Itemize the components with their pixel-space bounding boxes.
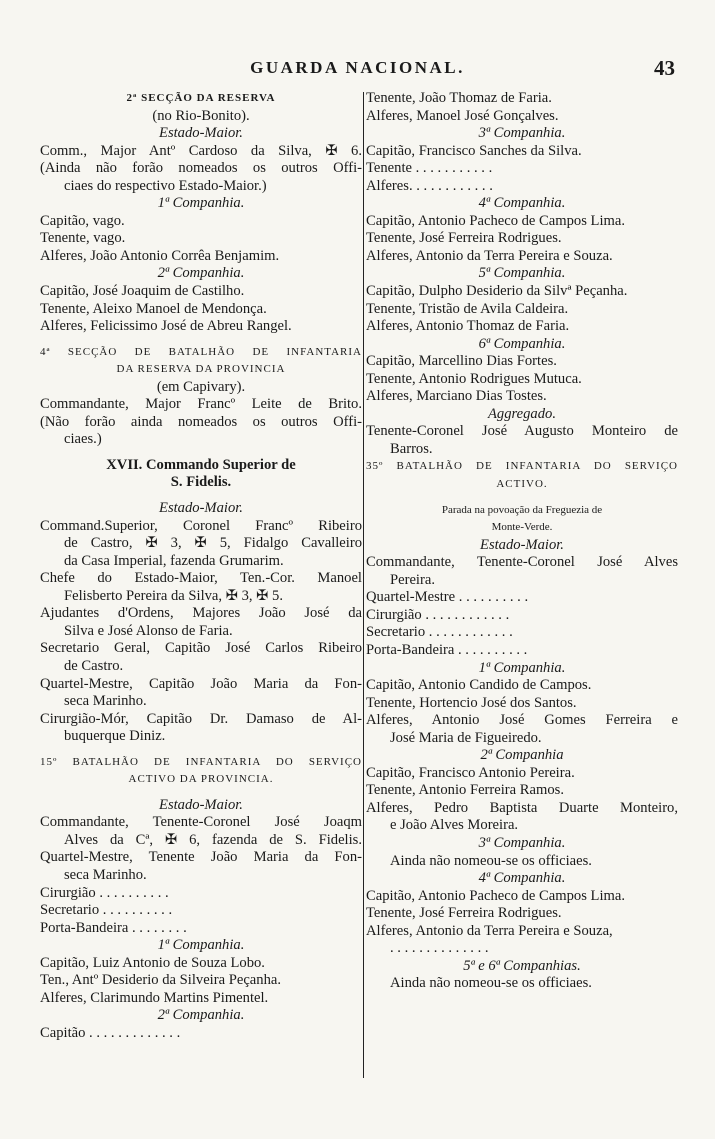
text-line: . . . . . . . . . . . . . . [390,940,489,957]
text-line: Estado-Maior. [159,500,243,517]
text-line: Tenente, José Ferreira Rodrigues. [366,905,562,922]
text-line: Tenente-Coronel José Augusto Monteiro de [366,423,678,440]
text-line: 35º BATALHÃO DE INFANTARIA DO SERVIÇO [366,460,678,473]
text-line: Capitão, vago. [40,212,125,229]
column-divider [363,92,364,1078]
text-line: Alferes, Felicissimo José de Abreu Rangel. [40,318,292,335]
text-line: Alferes, Clarimundo Martins Pimentel. [40,989,269,1006]
text-line: Alves da Cª, ✠ 6, fazenda de S. Fidelis. [64,831,362,848]
spacer [40,789,362,797]
text-line: 4ª SECÇÃO DE BATALHÃO DE INFANTARIA [40,345,362,358]
text-line: de Castro. [64,657,124,674]
text-line: Tenente, Antonio Rodrigues Mutuca. [366,370,582,387]
right-column [366,90,678,993]
text-line: Ainda não nomeou-se os officiaes. [390,975,592,992]
text-line: Tenente, João Thomaz de Faria. [366,90,552,106]
text-line: Parada na povoação da Freguezia de [441,503,603,516]
text-line: Tenente, Aleixo Manoel de Mendonça. [40,300,267,317]
text-line: ACTIVO DA PROVINCIA. [128,773,274,786]
text-line: e João Alves Moreira. [390,817,519,834]
text-line: Quartel-Mestre, Capitão João Maria da Fon- [40,675,362,692]
text-line: Capitão, Marcellino Dias Fortes. [366,353,557,370]
spacer [40,449,362,457]
text-line: Capitão, Francisco Sanches da Silva. [366,142,582,159]
text-line: seca Marinho. [64,866,147,883]
text-line: Tenente, Hortencio José dos Santos. [366,694,577,711]
text-line: (Ainda não forão nomeados os outros Offi- [40,160,362,177]
text-line: de Castro, ✠ 3, ✠ 5, Fidalgo Cavalleiro [64,535,362,552]
left-column [40,90,362,1042]
text-line: José Maria de Figueiredo. [390,729,542,746]
text-line: 3ª Companhia. [478,125,566,142]
text-line: 1ª Companhia. [157,195,245,212]
text-line: ciaes do respectivo Estado-Maior.) [64,177,267,194]
text-line: Cirurgião-Mór, Capitão Dr. Damaso de Al- [40,710,362,727]
spacer [366,494,678,502]
text-line: 4ª Companhia. [478,195,566,212]
text-line: Capitão, Luiz Antonio de Souza Lobo. [40,954,265,971]
text-line: Commandante, Major Francº Leite de Brito. [40,396,362,413]
text-line: Capitão, Francisco Antonio Pereira. [366,764,575,781]
text-line: 4ª Companhia. [478,870,566,887]
text-line: Porta-Bandeira . . . . . . . . [40,919,187,936]
text-line: Command.Superior, Coronel Francº Ribeiro [40,517,362,534]
text-line: (no Rio-Bonito). [152,107,250,124]
text-line: 2ª SECÇÃO DA RESERVA [126,92,276,104]
text-line: Secretario . . . . . . . . . . [40,902,173,919]
text-line: Silva e José Alonso de Faria. [64,622,233,639]
running-header [0,58,715,82]
text-line: Ajudantes d'Ordens, Majores João José da [40,605,362,622]
text-line: Aggregado. [488,405,556,422]
text-line: Monte-Verde. [491,521,553,534]
text-line: Tenente, vago. [40,230,126,247]
text-line: (Não forão ainda nomeados os outros Offi- [40,413,362,430]
text-line: Alferes, João Antonio Corrêa Benjamim. [40,247,280,264]
text-line: 1ª Companhia. [157,937,245,954]
spacer [40,492,362,500]
text-line: Porta-Bandeira . . . . . . . . . . [366,641,528,658]
text-line: Alferes, Marciano Dias Tostes. [366,388,547,405]
text-line: Ten., Antº Desiderio da Silveira Peçanha. [40,972,281,989]
text-line: S. Fidelis. [170,474,232,491]
text-line: Estado-Maior. [480,536,564,553]
text-line: Capitão, Antonio Pacheco de Campos Lima. [366,887,625,904]
text-line: Alferes, Antonio da Terra Pereira e Souza. [366,247,613,264]
text-line: Capitão, Antonio Candido de Campos. [366,677,592,694]
text-line: Felisberto Pereira da Silva, ✠ 3, ✠ 5. [64,587,283,604]
text-line: ACTIVO. [496,478,548,491]
text-line: Alferes, Antonio José Gomes Ferreira e [366,712,678,729]
text-line: (em Capivary). [156,378,246,395]
text-line: Tenente, Antonio Ferreira Ramos. [366,782,564,799]
text-line: Secretario Geral, Capitão José Carlos Ribeiro [40,640,362,657]
text-line: Quartel-Mestre, Tenente João Maria da Fon- [40,849,362,866]
text-line: Estado-Maior. [159,125,243,142]
text-line: Quartel-Mestre . . . . . . . . . . [366,589,529,606]
text-line: Cirurgião . . . . . . . . . . . . [366,606,510,623]
text-line: Tenente, José Ferreira Rodrigues. [366,230,562,247]
text-line: 5ª Companhia. [478,265,566,282]
text-line: Comm., Major Antº Cardoso da Silva, ✠ 6. [40,142,362,159]
text-line: Alferes, Antonio da Terra Pereira e Souza, [366,922,613,939]
text-line: Pereira. [390,571,435,588]
text-line: buquerque Diniz. [64,728,166,745]
text-line: Alferes. . . . . . . . . . . . [366,177,493,194]
text-line: seca Marinho. [64,693,147,710]
text-line: Commandante, Tenente-Coronel José Joaqm [40,814,362,831]
text-line: 2ª Companhia. [157,265,245,282]
text-line: 2ª Companhia [480,747,564,764]
text-line: DA RESERVA DA PROVINCIA [116,363,286,376]
page-number: 43 [654,56,675,80]
text-line: Capitão, José Joaquim de Castilho. [40,283,245,300]
text-line: Chefe do Estado-Maior, Ten.-Cor. Manoel [40,570,362,587]
text-line: Capitão . . . . . . . . . . . . . [40,1024,181,1041]
text-line: 6ª Companhia. [478,335,566,352]
text-line: Estado-Maior. [159,796,243,813]
text-line: 5ª e 6ª Companhias. [463,957,581,974]
text-line: ciaes.) [64,431,102,448]
spacer [40,746,362,754]
text-line: Tenente, Tristão de Avila Caldeira. [366,300,569,317]
text-line: 2ª Companhia. [157,1007,245,1024]
text-line: Barros. [390,440,433,457]
text-line: da Casa Imperial, fazenda Grumarim. [64,552,284,569]
text-line: Alferes, Antonio Thomaz de Faria. [366,318,570,335]
text-line: Cirurgião . . . . . . . . . . [40,884,169,901]
text-line: Ainda não nomeou-se os officiaes. [390,852,592,869]
text-line: Capitão, Dulpho Desiderio da Silvª Peçanha. [366,283,628,300]
text-line: Tenente . . . . . . . . . . . [366,160,493,177]
text-line: 3ª Companhia. [478,834,566,851]
spacer [40,336,362,344]
text-line: 15º BATALHÃO DE INFANTARIA DO SERVIÇO [40,755,362,768]
text-line: Capitão, Antonio Pacheco de Campos Lima. [366,212,625,229]
text-line: Secretario . . . . . . . . . . . . [366,624,513,641]
text-line: 1ª Companhia. [478,659,566,676]
text-line: XVII. Commando Superior de [106,456,296,473]
page-title: GUARDA NACIONAL. [250,58,465,77]
text-line: Commandante, Tenente-Coronel José Alves [366,554,678,571]
text-line: Alferes, Pedro Baptista Duarte Monteiro, [366,799,678,816]
text-line: Alferes, Manoel José Gonçalves. [366,107,559,124]
